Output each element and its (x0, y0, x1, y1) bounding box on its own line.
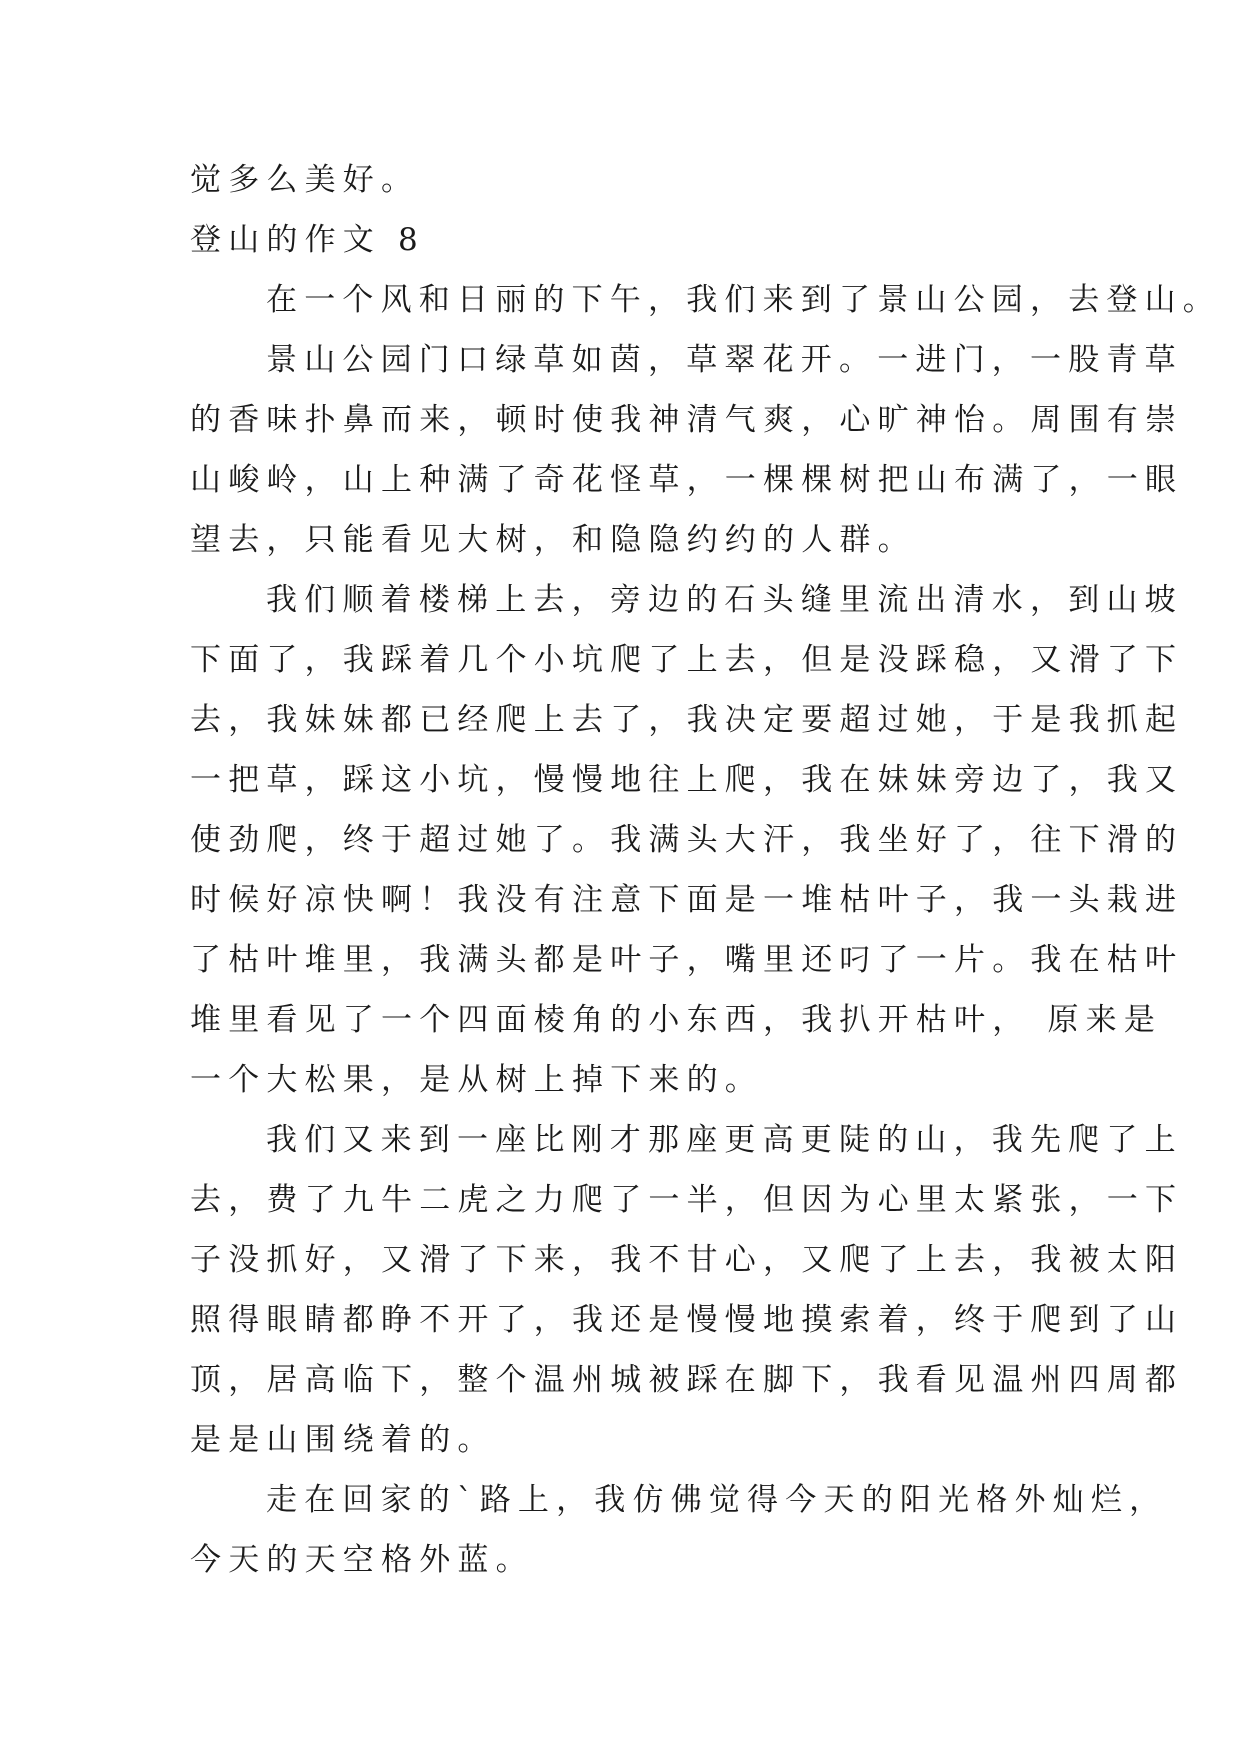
text-line: 在一个风和日丽的下午，我们来到了景山公园，去登山。 (266, 282, 1221, 318)
text-line: 堆里看见了一个四面棱角的小东西，我扒开枯叶， 原来是 (190, 1002, 1163, 1038)
text-line: 去，费了九牛二虎之力爬了一半，但因为心里太紧张，一下 (190, 1182, 1184, 1218)
text-line: 下面了，我踩着几个小坑爬了上去，但是没踩稳，又滑了下 (190, 642, 1184, 678)
text-line: 是是山围绕着的。 (190, 1422, 496, 1458)
essay-title: 登山的作文 8 (190, 222, 425, 258)
text-line: 山峻岭，山上种满了奇花怪草，一棵棵树把山布满了，一眼 (190, 462, 1184, 498)
text-line: 我们顺着楼梯上去，旁边的石头缝里流出清水，到山坡 (266, 582, 1183, 618)
text-line: 今天的天空格外蓝。 (190, 1542, 534, 1578)
text-line: 景山公园门口绿草如茵，草翠花开。一进门，一股青草 (266, 342, 1183, 378)
text-line: 的香味扑鼻而来，顿时使我神清气爽，心旷神怡。周围有崇 (190, 402, 1184, 438)
text-line: 了枯叶堆里，我满头都是叶子，嘴里还叼了一片。我在枯叶 (190, 942, 1184, 978)
text-line: 走在回家的`路上，我仿佛觉得今天的阳光格外灿烂， (266, 1482, 1168, 1518)
text-line: 我们又来到一座比刚才那座更高更陡的山，我先爬了上 (266, 1122, 1183, 1158)
text-line: 一把草，踩这小坑，慢慢地往上爬，我在妹妹旁边了，我又 (190, 762, 1184, 798)
text-line: 觉多么美好。 (190, 162, 420, 198)
text-line: 顶，居高临下，整个温州城被踩在脚下，我看见温州四周都 (190, 1362, 1184, 1398)
text-line: 子没抓好，又滑了下来，我不甘心，又爬了上去，我被太阳 (190, 1242, 1184, 1278)
text-line: 使劲爬，终于超过她了。我满头大汗，我坐好了，往下滑的 (190, 822, 1184, 858)
text-line: 去，我妹妹都已经爬上去了，我决定要超过她，于是我抓起 (190, 702, 1184, 738)
text-line: 一个大松果，是从树上掉下来的。 (190, 1062, 763, 1098)
text-line: 望去，只能看见大树，和隐隐约约的人群。 (190, 522, 916, 558)
document-page (190, 150, 1221, 1590)
text-line: 时候好凉快啊！我没有注意下面是一堆枯叶子，我一头栽进 (190, 882, 1184, 918)
text-line: 照得眼睛都睁不开了，我还是慢慢地摸索着，终于爬到了山 (190, 1302, 1184, 1338)
